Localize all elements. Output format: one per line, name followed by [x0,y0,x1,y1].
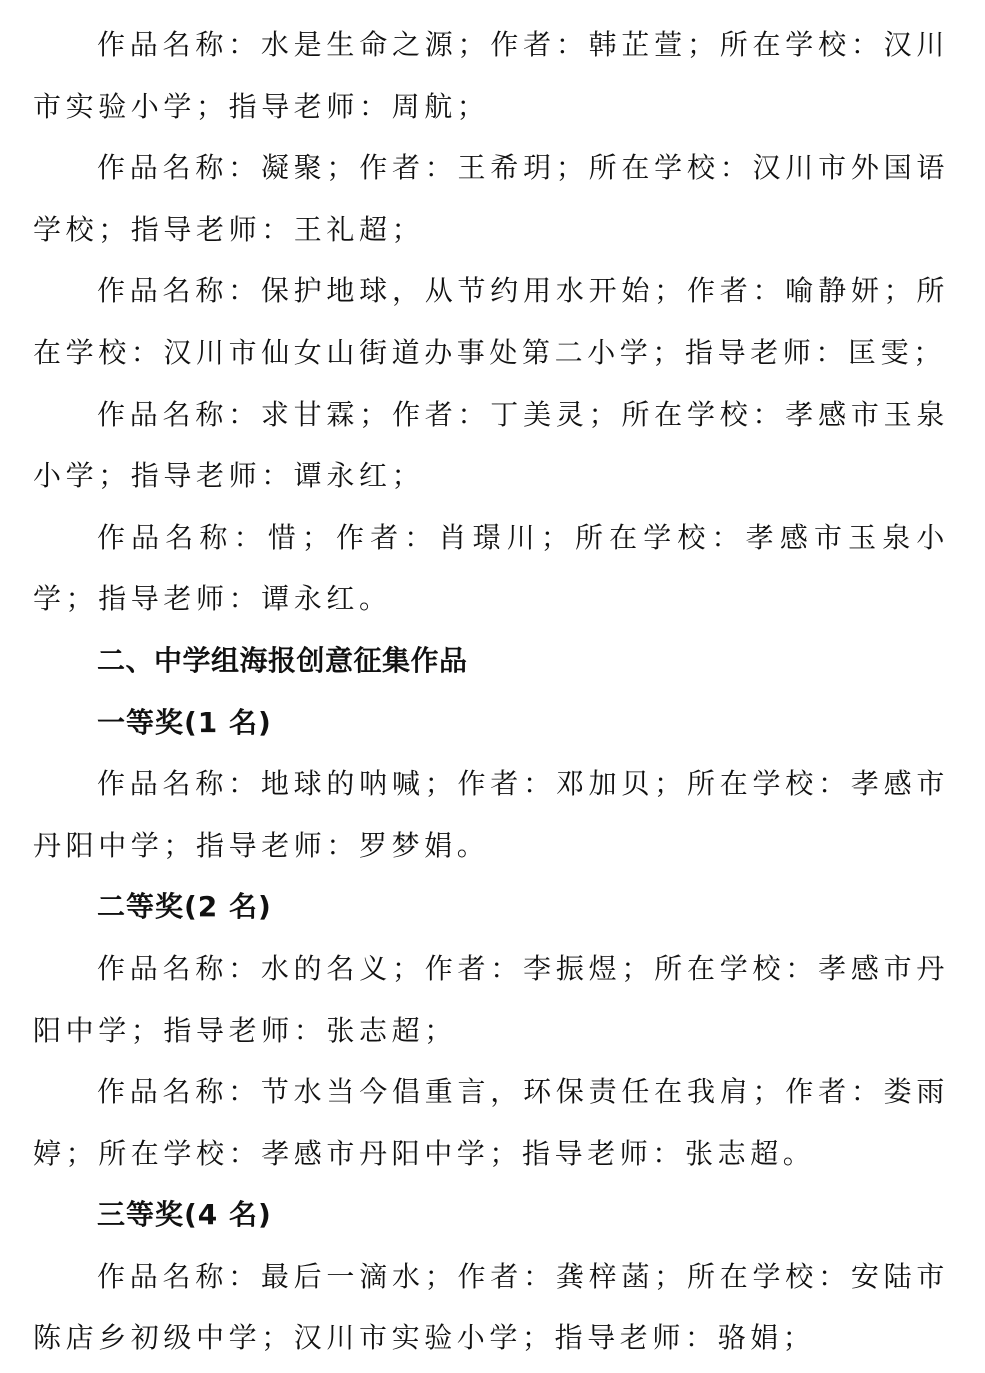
entry-paragraph: 作品名称：求甘霖；作者：丁美灵；所在学校：孝感市玉泉小学；指导老师：谭永红； [33,397,949,493]
entry-paragraph: 作品名称：地球的呐喊；作者：邓加贝；所在学校：孝感市丹阳中学；指导老师：罗梦娟。 [33,767,949,862]
entry-paragraph: 作品名称：凝聚；作者：王希玥；所在学校：汉川市外国语学校；指导老师：王礼超； [33,151,949,246]
entry-paragraph: 作品名称：节水当今倡重言，环保责任在我肩；作者：娄雨婷；所在学校：孝感市丹阳中学；指导老师：张志超。 [33,1075,949,1170]
entry-paragraph: 作品名称：惜；作者：肖璟川；所在学校：孝感市玉泉小学；指导老师：谭永红。 [33,520,949,616]
first-prize-heading: 一等奖(1 名) [97,705,272,739]
entry-paragraph: 作品名称：保护地球，从节约用水开始；作者：喻静妍；所在学校：汉川市仙女山街道办事处第二小学；指导老师：匡雯； [33,274,949,369]
second-prize-heading: 二等奖(2 名) [97,890,272,924]
section-title: 二、中学组海报创意征集作品 [97,643,468,677]
entry-paragraph: 作品名称：最后一滴水；作者：龚梓菡；所在学校：安陆市陈店乡初级中学；汉川市实验小学；指导老师：骆娟； [33,1259,949,1355]
entry-paragraph: 作品名称：水是生命之源；作者：韩芷萱；所在学校：汉川市实验小学；指导老师：周航； [33,28,949,123]
third-prize-heading: 三等奖(4 名) [97,1198,272,1232]
entry-paragraph: 作品名称：水的名义；作者：李振煜；所在学校：孝感市丹阳中学；指导老师：张志超； [33,951,949,1047]
